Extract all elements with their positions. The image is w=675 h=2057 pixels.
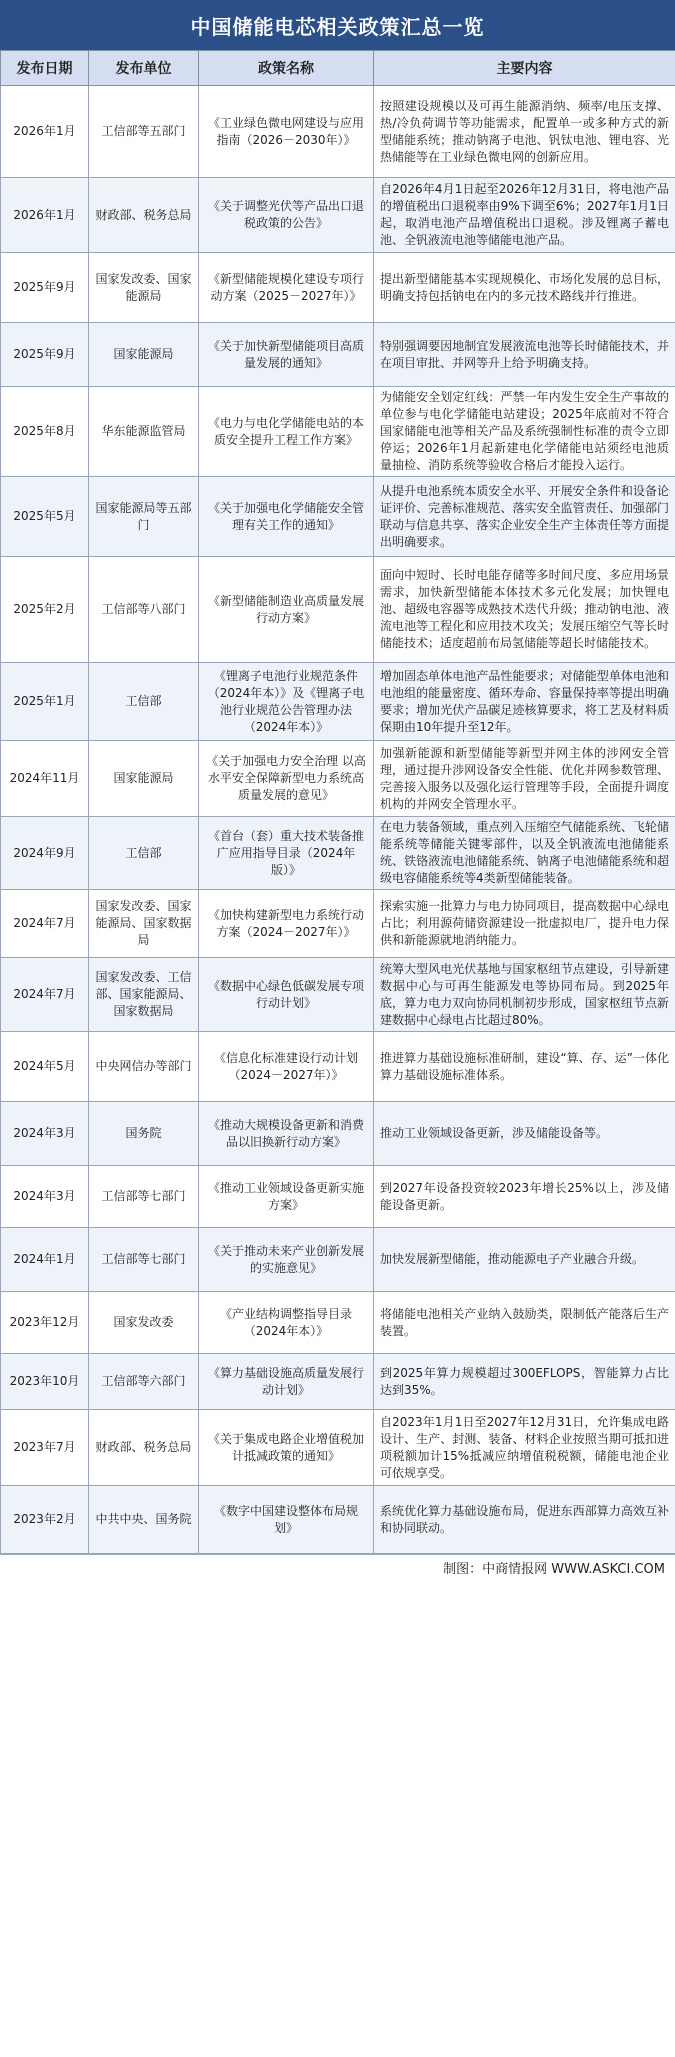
cell-issuer: 国家发改委、工信部、国家能源局、国家数据局: [89, 958, 199, 1032]
cell-content: 推进算力基础设施标准研制，建设“算、存、运”一体化算力基础设施标准体系。: [374, 1032, 675, 1102]
cell-content: 到2025年算力规模超过300EFLOPS，智能算力占比达到35%。: [374, 1354, 675, 1410]
cell-policy-name: 《新型储能规模化建设专项行动方案（2025－2027年）》: [199, 253, 374, 323]
cell-issuer: 工信部等八部门: [89, 557, 199, 663]
cell-content: 探索实施一批算力与电力协同项目，提高数据中心绿电占比；利用源荷储资源建设一批虚拟电厂，提升电力保供和新能源就地消纳能力。: [374, 890, 675, 958]
cell-policy-name: 《产业结构调整指导目录（2024年本）》: [199, 1292, 374, 1354]
cell-date: 2023年10月: [1, 1354, 89, 1410]
table-row: [1, 253, 675, 323]
cell-date: 2024年9月: [1, 817, 89, 890]
cell-policy-name: 《推动大规模设备更新和消费品以旧换新行动方案》: [199, 1102, 374, 1166]
cell-policy-name: 《关于加强电化学储能安全管理有关工作的通知》: [199, 477, 374, 557]
cell-content: 按照建设规模以及可再生能源消纳、频率/电压支撑、热/冷负荷调节等功能需求，配置单一或多种方式的新型储能系统；推动钠离子电池、钒钛电池、锂电容、光热储能等在工业绿色微电网的创新应用。: [374, 86, 675, 178]
cell-content: 推动工业领域设备更新，涉及储能设备等。: [374, 1102, 675, 1166]
cell-policy-name: 《首台（套）重大技术装备推广应用指导目录（2024年版）》: [199, 817, 374, 890]
header-policy-name: 政策名称: [199, 51, 374, 86]
cell-date: 2025年2月: [1, 557, 89, 663]
cell-issuer: 工信部等五部门: [89, 86, 199, 178]
cell-issuer: 工信部等六部门: [89, 1354, 199, 1410]
header-content: 主要内容: [374, 51, 675, 86]
table-row: [1, 178, 675, 253]
table-row: [1, 1292, 675, 1354]
cell-content: 将储能电池相关产业纳入鼓励类，限制低产能落后生产装置。: [374, 1292, 675, 1354]
cell-content: 在电力装备领域，重点列入压缩空气储能系统、飞轮储能系统等储能关键零部件，以及全钒液流电池储能系统、铁铬液流电池储能系统、钠离子电池储能系统和超级电容储能系统等4类新型储能装备。: [374, 817, 675, 890]
cell-issuer: 工信部: [89, 663, 199, 741]
cell-content: 到2027年设备投资较2023年增长25%以上，涉及储能设备更新。: [374, 1166, 675, 1228]
cell-issuer: 财政部、税务总局: [89, 1410, 199, 1486]
cell-date: 2026年1月: [1, 86, 89, 178]
table-row: [1, 323, 675, 387]
table-row: [1, 1354, 675, 1410]
cell-issuer: 国家能源局: [89, 741, 199, 817]
table-row: [1, 817, 675, 890]
table-row: [1, 1486, 675, 1554]
cell-content: 增加固态单体电池产品性能要求；对储能型单体电池和电池组的能量密度、循环寿命、容量保持率等提出明确要求；增加光伏产品碳足迹核算要求，将工艺及材料质保期由10年提升至12年。: [374, 663, 675, 741]
cell-date: 2025年5月: [1, 477, 89, 557]
cell-issuer: 工信部: [89, 817, 199, 890]
table-row: [1, 1102, 675, 1166]
cell-content: 系统优化算力基础设施布局，促进东西部算力高效互补和协同联动。: [374, 1486, 675, 1554]
cell-issuer: 国家发改委、国家能源局: [89, 253, 199, 323]
header-issuer: 发布单位: [89, 51, 199, 86]
cell-policy-name: 《关于加快新型储能项目高质量发展的通知》: [199, 323, 374, 387]
cell-policy-name: 《信息化标准建设行动计划（2024－2027年）》: [199, 1032, 374, 1102]
cell-issuer: 华东能源监管局: [89, 387, 199, 477]
cell-date: 2023年2月: [1, 1486, 89, 1554]
cell-policy-name: 《新型储能制造业高质量发展行动方案》: [199, 557, 374, 663]
cell-issuer: 国家发改委、国家能源局、国家数据局: [89, 890, 199, 958]
header-date: 发布日期: [1, 51, 89, 86]
cell-date: 2024年7月: [1, 958, 89, 1032]
cell-content: 提出新型储能基本实现规模化、市场化发展的总目标，明确支持包括钠电在内的多元技术路线并行推进。: [374, 253, 675, 323]
table-row: [1, 741, 675, 817]
cell-date: 2024年3月: [1, 1166, 89, 1228]
cell-date: 2025年8月: [1, 387, 89, 477]
table-body: [1, 86, 675, 1554]
cell-issuer: 国务院: [89, 1102, 199, 1166]
cell-policy-name: 《数据中心绿色低碳发展专项行动计划》: [199, 958, 374, 1032]
cell-policy-name: 《数字中国建设整体布局规划》: [199, 1486, 374, 1554]
policy-table: [0, 50, 675, 1554]
cell-date: 2025年9月: [1, 253, 89, 323]
cell-issuer: 财政部、税务总局: [89, 178, 199, 253]
cell-policy-name: 《关于推动未来产业创新发展的实施意见》: [199, 1228, 374, 1292]
cell-policy-name: 《推动工业领域设备更新实施方案》: [199, 1166, 374, 1228]
cell-policy-name: 《工业绿色微电网建设与应用指南（2026－2030年）》: [199, 86, 374, 178]
table-row: [1, 663, 675, 741]
cell-issuer: 国家能源局: [89, 323, 199, 387]
cell-content: 加强新能源和新型储能等新型并网主体的涉网安全管理，通过提升涉网设备安全性能、优化并网参数管理、完善接入服务以及强化运行管理等手段，全面提升调度机构的并网安全管理水平。: [374, 741, 675, 817]
cell-issuer: 工信部等七部门: [89, 1166, 199, 1228]
cell-date: 2024年11月: [1, 741, 89, 817]
cell-date: 2024年1月: [1, 1228, 89, 1292]
table-row: [1, 387, 675, 477]
cell-date: 2024年3月: [1, 1102, 89, 1166]
cell-date: 2024年5月: [1, 1032, 89, 1102]
table-row: [1, 1166, 675, 1228]
table-row: [1, 1228, 675, 1292]
cell-content: 面向中短时、长时电能存储等多时间尺度、多应用场景需求，加快新型储能本体技术多元化发展；加快锂电池、超级电容器等成熟技术迭代升级；推动钠电池、液流电池等工程化和应用技术攻关；发展压缩空气等长时储能技术；适度超前布局氢储能等超长时储能技术。: [374, 557, 675, 663]
cell-date: 2023年7月: [1, 1410, 89, 1486]
cell-policy-name: 《关于集成电路企业增值税加计抵减政策的通知》: [199, 1410, 374, 1486]
cell-content: 统筹大型风电光伏基地与国家枢纽节点建设，引导新建数据中心与可再生能源发电等协同布局。到2025年底，算力电力双向协同机制初步形成，国家枢纽节点新建数据中心绿电占比超过80%。: [374, 958, 675, 1032]
cell-content: 加快发展新型储能，推动能源电子产业融合升级。: [374, 1228, 675, 1292]
cell-content: 为储能安全划定红线：严禁一年内发生安全生产事故的单位参与电化学储能电站建设；2025年底前对不符合国家储能电池等相关产品及系统强制性标准的责令立即停运；2026年1月起新建电化学储能电站须经电池质量抽检、消防系统等验收合格后才能投入运行。: [374, 387, 675, 477]
cell-content: 从提升电池系统本质安全水平、开展安全条件和设备论证评价、完善标准规范、落实安全监管责任、加强部门联动与信息共享、落实企业安全生产主体责任等方面提出明确要求。: [374, 477, 675, 557]
table-row: [1, 86, 675, 178]
cell-issuer: 工信部等七部门: [89, 1228, 199, 1292]
cell-policy-name: 《锂离子电池行业规范条件（2024年本）》及《锂离子电池行业规范公告管理办法（2024年本）》: [199, 663, 374, 741]
cell-date: 2025年1月: [1, 663, 89, 741]
table-header-row: [1, 51, 675, 86]
cell-date: 2026年1月: [1, 178, 89, 253]
cell-policy-name: 《关于调整光伏等产品出口退税政策的公告》: [199, 178, 374, 253]
cell-policy-name: 《电力与电化学储能电站的本质安全提升工程工作方案》: [199, 387, 374, 477]
cell-issuer: 中共中央、国务院: [89, 1486, 199, 1554]
cell-date: 2024年7月: [1, 890, 89, 958]
cell-content: 自2026年4月1日起至2026年12月31日，将电池产品的增值税出口退税率由9%下调至6%；2027年1月1日起，取消电池产品增值税出口退税。涉及锂离子蓄电池、全钒液流电池等储能电池产品。: [374, 178, 675, 253]
cell-content: 自2023年1月1日至2027年12月31日，允许集成电路设计、生产、封测、装备、材料企业按照当期可抵扣进项税额加计15%抵减应纳增值税税额，储能电池企业可依规享受。: [374, 1410, 675, 1486]
cell-content: 特别强调要因地制宜发展液流电池等长时储能技术，并在项目审批、并网等升上给予明确支持。: [374, 323, 675, 387]
page-title: 中国储能电芯相关政策汇总一览: [0, 0, 675, 50]
cell-date: 2023年12月: [1, 1292, 89, 1354]
table-row: [1, 477, 675, 557]
table-row: [1, 958, 675, 1032]
cell-issuer: 国家能源局等五部门: [89, 477, 199, 557]
cell-issuer: 国家发改委: [89, 1292, 199, 1354]
table-row: [1, 1410, 675, 1486]
table-row: [1, 1032, 675, 1102]
cell-policy-name: 《算力基础设施高质量发展行动计划》: [199, 1354, 374, 1410]
cell-policy-name: 《加快构建新型电力系统行动方案（2024－2027年）》: [199, 890, 374, 958]
table-row: [1, 890, 675, 958]
cell-date: 2025年9月: [1, 323, 89, 387]
cell-policy-name: 《关于加强电力安全治理 以高水平安全保障新型电力系统高质量发展的意见》: [199, 741, 374, 817]
source-credit: 制图：中商情报网 WWW.ASKCI.COM: [0, 1554, 675, 1580]
table-row: [1, 557, 675, 663]
cell-issuer: 中央网信办等部门: [89, 1032, 199, 1102]
